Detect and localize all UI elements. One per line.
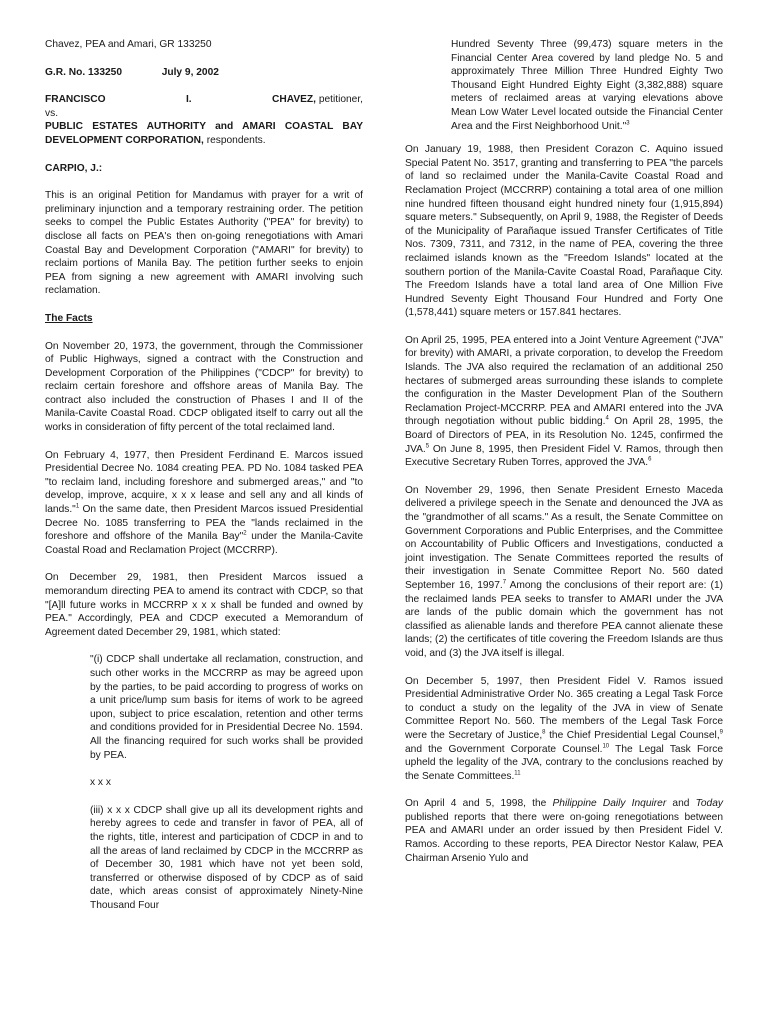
footnote-6[interactable]: 6 xyxy=(648,456,652,463)
footnote-2[interactable]: 2 xyxy=(243,530,247,537)
paragraph-senate-text-b: Among the conclusions of their report are: (1) the reclaimed lands PEA seeks to transfer to AMARI under the JVA are lands of the public domain which the government has not classified as alienable lands and therefore PEA cannot alienate these lands; (2) the certificates of title covering the Freedom Islands are thus void, and (3) the JVA itself is illegal. xyxy=(405,579,723,659)
footnote-3[interactable]: 3 xyxy=(626,120,630,127)
footnote-10[interactable]: 10 xyxy=(602,743,610,750)
paragraph-task-force xyxy=(405,675,723,784)
paragraph-jva-text-b: On April 28, 1995, the Board of Directors of PEA, in its Resolution No. 1245, confirmed the JVA. xyxy=(405,416,723,455)
versus: vs. xyxy=(45,107,59,119)
footnote-9[interactable]: 9 xyxy=(719,729,723,736)
petitioner-mid: I. xyxy=(185,94,192,106)
left-column xyxy=(45,38,363,912)
paragraph-senate xyxy=(405,484,723,661)
right-column xyxy=(405,38,723,865)
paragraph-newspapers xyxy=(405,797,723,865)
respondents xyxy=(45,120,363,147)
paragraph-2-text-a: On February 4, 1977, then President Ferdinand E. Marcos issued Presidential Decree No. 1084 creating PEA. PD No. 1084 tasked PEA "to reclaim land, including foreshore and submerged areas," and "to develop, improve, acquire, x x x lease and sell any and all kinds of lands." xyxy=(45,449,363,516)
case-line: Chavez, PEA and Amari, GR 133250 xyxy=(45,39,212,50)
newspaper-inquirer: Philippine Daily Inquirer xyxy=(552,798,667,810)
paragraph-task-force-text-d: The Legal Task Force upheld the legality of the JVA, contrary to the conclusions reached by the Senate Committees. xyxy=(405,743,723,782)
paragraph-task-force-text-b: the Chief Presidential Legal Counsel, xyxy=(545,729,720,741)
respondents-name: PUBLIC ESTATES AUTHORITY and AMARI COASTAL BAY DEVELOPMENT CORPORATION, xyxy=(45,121,363,146)
footnote-7[interactable]: 7 xyxy=(502,579,507,586)
gr-number: G.R. No. 133250 xyxy=(45,66,123,78)
respondents-role: respondents. xyxy=(203,134,266,146)
footnote-4[interactable]: 4 xyxy=(605,416,609,423)
paragraph-jva xyxy=(405,334,723,470)
footnote-5[interactable]: 5 xyxy=(425,443,430,450)
petitioner-role: petitioner, xyxy=(315,94,363,106)
gr-line xyxy=(45,66,363,80)
quote-continuation xyxy=(451,38,723,133)
newspaper-today: Today xyxy=(695,798,723,810)
paragraph-newspapers-text-c: published reports that there were on-going renegotiations between PEA and AMARI under an order issued by then President Fidel V. Ramos. According to these reports, PEA Director Nestor Kalaw, PEA Chairman Arsenio Yulo and xyxy=(405,811,723,864)
paragraph-jva-text-a: On April 25, 1995, PEA entered into a Joint Venture Agreement ("JVA" for brevity) with AMARI, a private corporation, to develop the Freedom Islands. The JVA also required the reclamation of an additional 250 hectares of submerged areas surrounding these islands to complete the configuration in the Master Development Plan of the Southern Reclamation Project-MCCRRP. PEA and AMARI entered into the JVA through negotiation without public bidding. xyxy=(405,334,723,428)
paragraph-3: On December 29, 1981, then President Marcos issued a memorandum directing PEA to amend its contract with CDCP, so that "[A]ll future works in MCCRRP x x x shall be funded and owned by PEA." Accordingly, PEA and CDCP executed a Memorandum of Agreement dated December 29, 1981, which stated: xyxy=(45,572,363,638)
quote-item-iii: (iii) x x x CDCP shall give up all its development rights and hereby agrees to cede and transfer in favor of PEA, all of the rights, title, interest and participation of CDCP in and to all the areas of land reclaimed by CDCP in the MCCRRP as of December 30, 1981 which have not yet been sold, transferred or otherwise disposed of by CDCP as of said date, which areas consist of approximately Ninety-Nine Thousand Four xyxy=(90,804,363,911)
quote-item-i: "(i) CDCP shall undertake all reclamation, construction, and such other works in the MCCRRP as may be agreed upon by the parties, to be paid according to progress of works on a unit price/lump sum basis for items of work to be agreed upon, subject to price escalation, retention and other terms and conditions provided for in Presidential Decree No. 1594. All the financing required for such works shall be provided by PEA. xyxy=(90,654,363,761)
ponente: CARPIO, J.: xyxy=(45,162,103,174)
petitioner-line xyxy=(45,93,363,107)
paragraph-aquino-patent: On January 19, 1988, then President Corazon C. Aquino issued Special Patent No. 3517, granting and transferring to PEA "the parcels of land so reclaimed under the Manila-Cavite Coastal Road and Reclamation Project (MCCRRP) containing a total area of one million nine hundred fifteen thousand eight hundred ninety four (1,915,894) square meters." Subsequently, on April 9, 1988, the Register of Deeds of the Municipality of Parañaque issued Transfer Certificates of Title Nos. 7309, 7311, and 7312, in the name of PEA, covering the three reclaimed islands known as the "Freedom Islands" located at the southern portion of the Manila-Cavite Coastal Road, Parañaque City. The Freedom Islands have a total land area of One Million Five Hundred Seventy Eight Thousand Four Hundred and Forty One (1,578,441) square meters or 157.841 hectares. xyxy=(405,144,723,319)
petitioner-first: FRANCISCO xyxy=(45,94,106,106)
petitioner-last: CHAVEZ, xyxy=(272,94,316,106)
facts-heading: The Facts xyxy=(45,312,93,324)
paragraph-1: On November 20, 1973, the government, through the Commissioner of Public Highways, signed a contract with the Construction and Development Corporation of the Philippines ("CDCP" for brevity) to reclaim certain foreshore and offshore areas of Manila Bay. The contract also included the construction of Phases I and II of the Manila-Cavite Coastal Road. CDCP obligated itself to carry out all the works in consideration of fifty percent of the total reclaimed land. xyxy=(45,340,363,434)
footnote-1[interactable]: 1 xyxy=(75,503,80,510)
paragraph-jva-text-c: On June 8, 1995, then President Fidel V. Ramos, through then Executive Secretary Ruben Torres, approved the JVA. xyxy=(405,443,723,469)
paragraph-newspapers-text-b: and xyxy=(666,798,696,810)
footnote-11[interactable]: 11 xyxy=(514,770,521,777)
paragraph-task-force-text-c: and the Government Corporate Counsel. xyxy=(405,743,603,755)
paragraph-newspapers-text-a: On April 4 and 5, 1998, the xyxy=(405,798,553,810)
paragraph-task-force-text-a: On December 5, 1997, then President Fidel V. Ramos issued Presidential Administrative Order No. 365 creating a Legal Task Force to conduct a study on the legality of the JVA in view of Senate Committee Report No. 560. The members of the Legal Task Force were the Secretary of Justice, xyxy=(405,675,723,741)
quote-continuation-text: Hundred Seventy Three (99,473) square meters in the Financial Center Area covered by land pledge No. 5 and approximately Three Million Three Hundred Eighty Two Thousand Eight Hundred Eighty Eight (3,382,888) square meters of reclaimed areas at varying elevations above Mean Low Water Level located outside the Financial Center Area and the First Neighborhood Unit." xyxy=(451,39,723,132)
quote-omission: x x x xyxy=(90,777,111,789)
footnote-8[interactable]: 8 xyxy=(542,729,546,736)
intro-paragraph: This is an original Petition for Mandamus with prayer for a writ of preliminary injunction and a temporary restraining order. The petition seeks to compel the Public Estates Authority ("PEA" for brevity) to disclose all facts on PEA's then on-going renegotiations with Amari Coastal Bay and Development Corporation ("AMARI" for brevity) to reclaim portions of Manila Bay. The petition further seeks to enjoin PEA from signing a new agreement with AMARI involving such reclamation. xyxy=(45,190,363,297)
paragraph-2-text-b: On the same date, then President Marcos issued Presidential Decree No. 1085 transferring to PEA the "lands reclaimed in the foreshore and offshore of the Manila Bay" xyxy=(45,504,363,543)
paragraph-senate-text-a: On November 29, 1996, then Senate President Ernesto Maceda delivered a privilege speech in the Senate and denounced the JVA as the "grandmother of all scams." As a result, the Senate Committee on Government Corporations and Public Enterprises, and the Committee on Accountability of Public Officers and Investigations, conducted a joint investigation. The Senate Committees reported the results of their investigation in Senate Committee Report No. 560 dated September 16, 1997. xyxy=(405,484,723,591)
paragraph-2 xyxy=(45,449,363,558)
decision-date: July 9, 2002 xyxy=(161,66,219,78)
paragraph-2-text-c: under the Manila-Cavite Coastal Road and Reclamation Project (MCCRRP). xyxy=(45,531,363,556)
